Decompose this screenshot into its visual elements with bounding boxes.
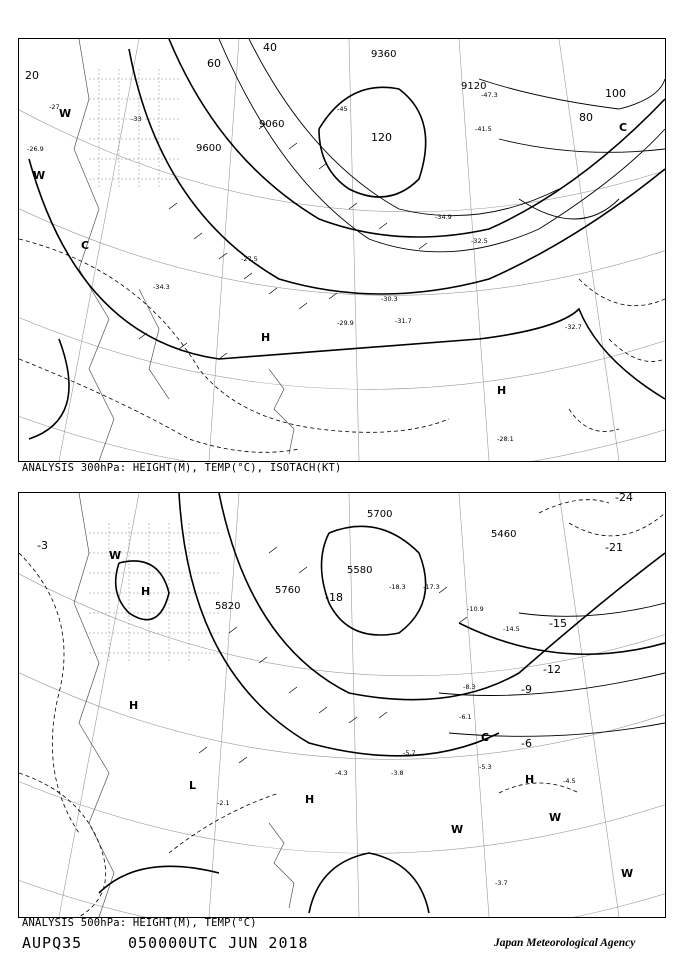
- temp-label: -10.9: [467, 605, 484, 613]
- height-label: 9360: [371, 49, 397, 60]
- height-contours: [29, 39, 665, 439]
- temp-contour-label: -24: [615, 493, 633, 504]
- chart-500hpa: [18, 492, 666, 918]
- temp-label: -8.3: [463, 683, 476, 691]
- agency-name: Japan Meteorological Agency: [494, 937, 636, 949]
- high-center: H: [525, 773, 535, 786]
- temp-label: -4.5: [563, 777, 576, 785]
- isotach-label: 80: [579, 111, 593, 124]
- temp-label: -31.7: [395, 317, 412, 325]
- analysis-datetime: 050000UTC JUN 2018: [128, 934, 309, 952]
- temp-label: -27.5: [241, 255, 258, 263]
- chart-300hpa: [18, 38, 666, 462]
- isotach-label: 120: [371, 131, 392, 144]
- isotach-labels: [25, 41, 626, 144]
- high-center: H: [497, 384, 507, 397]
- height-label: 9060: [259, 119, 285, 130]
- temp-label: -28.1: [497, 435, 514, 443]
- height-label: 5580: [347, 565, 373, 576]
- temp-contour-label: -9: [521, 683, 532, 696]
- temp-label: -27: [49, 103, 60, 111]
- isotach-label: 20: [25, 69, 39, 82]
- height-label: 5700: [367, 509, 393, 520]
- temp-contour-label: -3: [37, 539, 48, 552]
- temp-contours: [19, 500, 665, 917]
- temp-label: -30.3: [381, 295, 398, 303]
- temp-label: -41.5: [475, 125, 492, 133]
- temp-label: -17.3: [423, 583, 440, 591]
- temp-label: -3.7: [495, 879, 508, 887]
- pressure-centers: [109, 549, 633, 880]
- high-center: H: [305, 793, 315, 806]
- temp-contour-label: -12: [543, 663, 561, 676]
- warm-center: W: [621, 867, 634, 880]
- height-label: 5460: [491, 529, 517, 540]
- isotach-label: 60: [207, 57, 221, 70]
- isotach-label: 100: [605, 87, 626, 100]
- isotach-label: 40: [263, 41, 277, 54]
- cold-center: C: [619, 121, 628, 134]
- cold-center: C: [81, 239, 90, 252]
- temp-contour-label: -21: [605, 541, 623, 554]
- height-labels: [215, 509, 516, 612]
- temp-label: -34.9: [435, 213, 452, 221]
- warm-center: W: [59, 107, 72, 120]
- caption-500hpa: ANALYSIS 500hPa: HEIGHT(M), TEMP(°C): [22, 917, 257, 929]
- coastline: [74, 39, 294, 461]
- high-center: H: [129, 699, 139, 712]
- temp-label: -47.3: [481, 91, 498, 99]
- temp-label: -26.9: [27, 145, 44, 153]
- map-500hpa: [19, 493, 665, 917]
- pressure-centers: [33, 107, 627, 397]
- temp-label: -45: [337, 105, 348, 113]
- temp-contour-label: -6: [521, 737, 532, 750]
- temp-contour-label: -18: [325, 591, 343, 604]
- hatch-area: [89, 69, 179, 189]
- temp-label: -32.7: [565, 323, 582, 331]
- height-contours: [99, 493, 665, 913]
- temp-label: -18.3: [389, 583, 406, 591]
- coastline: [74, 493, 294, 917]
- temp-label: -6.1: [459, 713, 472, 721]
- temp-label: -14.5: [503, 625, 520, 633]
- warm-center: W: [451, 823, 464, 836]
- temp-label: -3.8: [391, 769, 404, 777]
- temp-labels: [217, 583, 576, 887]
- low-center: L: [189, 779, 197, 792]
- temp-label: -4.3: [335, 769, 348, 777]
- temp-label: -34.3: [153, 283, 170, 291]
- cold-center: C: [481, 731, 490, 744]
- temp-label: -5.7: [403, 749, 416, 757]
- height-label: 5760: [275, 585, 301, 596]
- temp-label: -32.5: [471, 237, 488, 245]
- temp-label: -29.9: [337, 319, 354, 327]
- wind-barbs: [199, 547, 467, 763]
- hatch-area: [89, 523, 219, 663]
- temp-label: -33: [131, 115, 142, 123]
- temp-label: -5.3: [479, 763, 492, 771]
- temp-label: -2.1: [217, 799, 230, 807]
- warm-center: W: [33, 169, 46, 182]
- height-label: 5820: [215, 601, 241, 612]
- height-label: 9120: [461, 81, 487, 92]
- wind-barbs: [139, 123, 427, 359]
- temp-contour-label: -15: [549, 617, 567, 630]
- chart-code: AUPQ35: [22, 934, 83, 952]
- temp-contours: [19, 239, 665, 452]
- high-center: H: [141, 585, 151, 598]
- high-center: H: [261, 331, 271, 344]
- height-label: 9600: [196, 143, 222, 154]
- caption-300hpa: ANALYSIS 300hPa: HEIGHT(M), TEMP(°C), ISOTACH(KT): [22, 462, 342, 474]
- warm-center: W: [549, 811, 562, 824]
- warm-center: W: [109, 549, 122, 562]
- map-300hpa: [19, 39, 665, 461]
